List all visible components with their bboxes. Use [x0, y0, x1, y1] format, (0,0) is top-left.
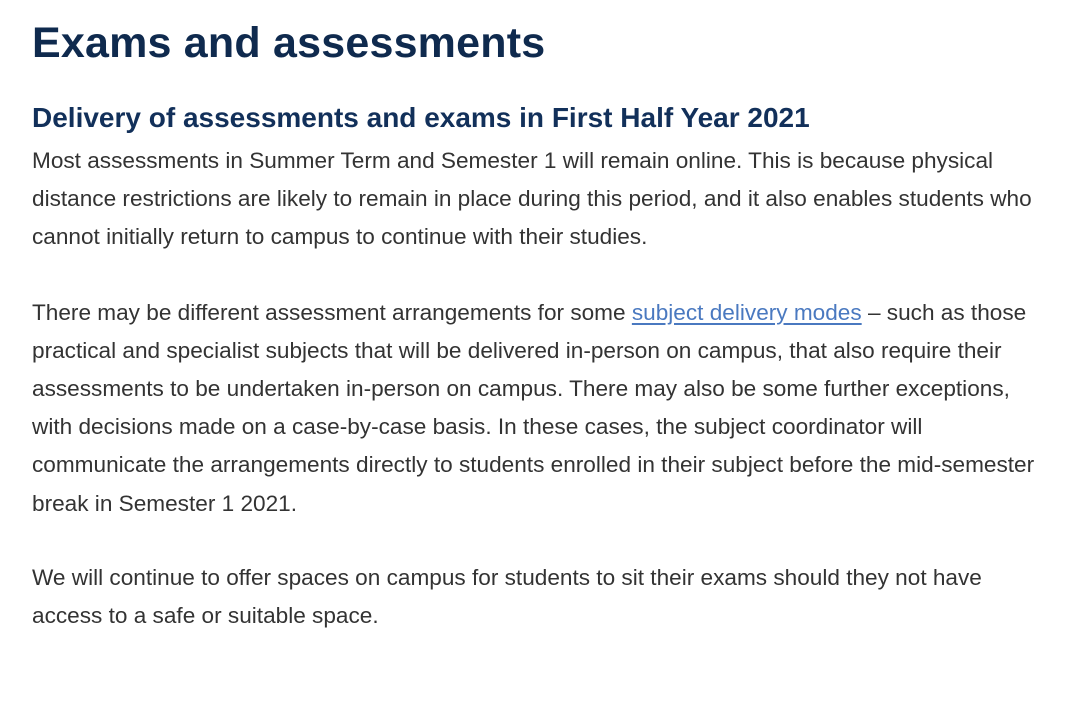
- paragraph-online-assessments: Most assessments in Summer Term and Semester 1 will remain online. This is because physical distance restrictions are likely to remain in place during this period, and it also enables students who cannot initially return to campus to continue with their studies.: [32, 148, 1032, 250]
- page-title: Exams and assessments: [32, 19, 546, 67]
- subject-delivery-modes-link[interactable]: subject delivery modes: [631, 299, 862, 325]
- section-heading: Delivery of assessments and exams in First Half Year 2021: [32, 102, 810, 133]
- paragraph-text-before-link: There may be different assessment arrangements for some: [32, 299, 632, 325]
- paragraph-assessment-arrangements: [32, 294, 1048, 523]
- paragraph-campus-exam-spaces: We will continue to offer spaces on campus for students to sit their exams should they not have access to a safe or suitable space.: [32, 564, 982, 629]
- paragraph-text-after-link: – such as those practical and specialist subjects that will be delivered in-person on campus, that also require their assessments to be undertaken in-person on campus. There may also be some further exceptions, with decisions made on a case-by-case basis. In these cases, the subject coordinator will communicate the arrangements directly to students enrolled in their subject before the mid-semester break in Semester 1 2021.: [32, 299, 1035, 516]
